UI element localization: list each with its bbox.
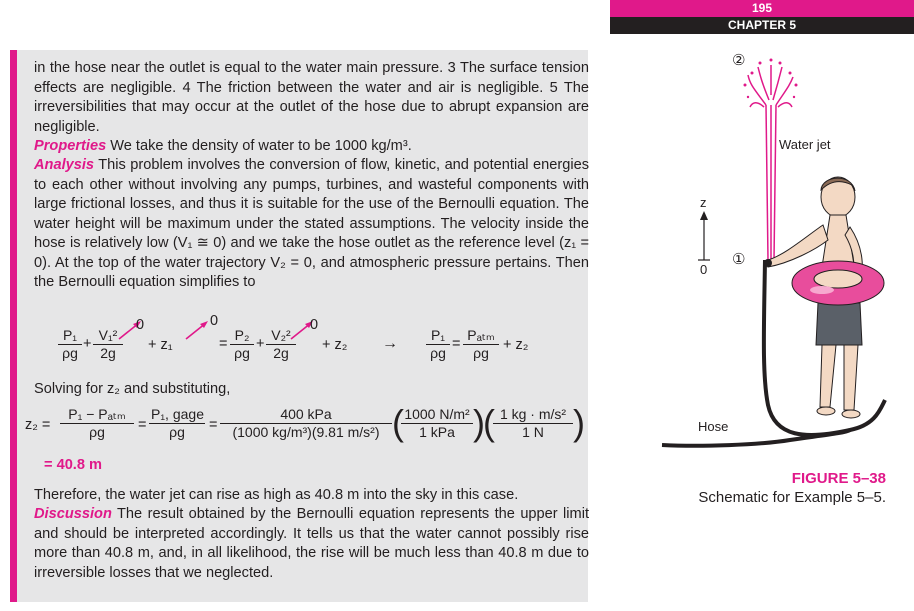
assumptions-paragraph: in the hose near the outlet is equal to the water main pressure. 3 The surface tension effects are negligible. 4 The friction between the water and air is negligible. 5 The irreversibilities that may occur at the outlet of the hose due to abrupt expansion are negligible. xyxy=(34,60,589,135)
eq2-frac-3: 400 kPa (1000 kg/m³)(9.81 m/s²) xyxy=(220,406,392,441)
z-axis-label: z xyxy=(700,195,707,210)
page-header xyxy=(610,0,914,34)
water-spray xyxy=(748,65,793,260)
eq1-equals: = xyxy=(219,336,228,352)
water-jet-label: Water jet xyxy=(779,137,831,152)
properties-label: Properties xyxy=(34,138,107,154)
analysis-label: Analysis xyxy=(34,157,95,173)
discussion-paragraph xyxy=(34,505,589,583)
implies-arrow: → xyxy=(382,335,398,352)
water-jet-illustration xyxy=(640,45,914,465)
properties-paragraph xyxy=(34,137,589,157)
hose-label: Hose xyxy=(698,419,729,434)
point-1-label: ① xyxy=(732,251,746,268)
page-number: 195 xyxy=(610,0,914,17)
eq1-term-p2: $\frac{\text{P₂}}{\rho g}$ xyxy=(230,327,254,362)
eq1-term-z1: + z₁ xyxy=(148,337,173,353)
chapter-label: CHAPTER 5 xyxy=(610,17,914,34)
figure-title: FIGURE 5–38 xyxy=(791,470,886,487)
eq1-zero-1: 0 xyxy=(136,317,145,333)
eq2-frac-1: P₁ − Pₐₜₘ ρg xyxy=(60,406,134,441)
eq1-plus-2: + xyxy=(256,336,265,352)
conclusion-line: Therefore, the water jet can rise as high as 40.8 m into the sky in this case. xyxy=(34,487,519,503)
paren-close-1: ) xyxy=(473,402,485,443)
bernoulli-equation xyxy=(17,315,588,375)
eq1-term-v1: $\frac{\text{V₁²}}{2g}$ xyxy=(93,327,123,362)
analysis-text: This problem involves the conversion of flow, kinetic, and potential energies to each other without involving any pumps, turbines, and wasteful components with large frictional losses, and thus it is suitable for the use of the Bernoulli equation. The water height will be maximum under the stated assumptions. The velocity inside the hose is relatively low (V₁ ≅ 0) and we take the hose outlet as the reference level (z₁ = 0). At the top of the water trajectory V₂ = 0, and atmospheric pressure pertains. Then the Bernoulli equation simplifies to xyxy=(34,157,589,290)
discussion-label: Discussion xyxy=(34,506,112,522)
properties-text: We take the density of water to be 1000 kg/m³. xyxy=(110,138,412,154)
eq1-term-z2: + z₂ xyxy=(322,337,348,353)
eq1-rhs-patm: Pₐₜₘ ρg xyxy=(463,327,499,362)
paren-close-2: ) xyxy=(573,402,585,443)
hose-ground xyxy=(662,430,850,446)
eq1-zero-3: 0 xyxy=(310,317,319,333)
point-2-label: ② xyxy=(732,52,746,69)
hose-nozzle xyxy=(764,259,772,267)
eq1-zero-2: 0 xyxy=(210,313,219,329)
eq1-term-p1: $\frac{\text{P₁}}{\rho g}$ xyxy=(58,327,82,362)
paren-open-1: ( xyxy=(392,402,404,443)
zero-level-label: 0 xyxy=(700,262,708,277)
discussion-text: The result obtained by the Bernoulli equation represents the upper limit and should be interpreted accordingly. It tells us that the water cannot possibly rise more than 40.8 m, and, in all likelihood, the rise will be much less than 40.8 m due to irreversible losses that we neglected. xyxy=(34,506,589,581)
height-equation xyxy=(17,400,588,450)
eq2-equals-1: = xyxy=(138,417,147,433)
eq2-frac-5: $\frac{\text{1 kg · m/s²}}{1 N}$ xyxy=(493,406,573,441)
solving-line: Solving for z₂ and substituting, xyxy=(34,381,231,397)
eq1-equals-2: = xyxy=(452,336,461,352)
eq2-equals-2: = xyxy=(209,417,218,433)
eq1-rhs-p1: $\frac{\text{P₁}}{\rho g}$ xyxy=(426,327,450,362)
paren-open-2: ( xyxy=(483,402,495,443)
result-value: = 40.8 m xyxy=(44,457,103,473)
figure-caption-text: Schematic for Example 5–5. xyxy=(698,489,886,506)
eq2-lhs: z₂ = xyxy=(25,417,51,433)
eq1-term-v2: $\frac{\text{V₂²}}{2g}$ xyxy=(266,327,296,362)
example-text-panel xyxy=(10,50,588,602)
z-axis xyxy=(698,211,710,260)
figure-caption xyxy=(650,470,886,508)
eq1-rhs-z2: + z₂ xyxy=(503,337,529,353)
eq2-frac-4: 1000 N/m² 1 kPa xyxy=(401,406,473,441)
eq2-frac-2: P₁, gage ρg xyxy=(151,406,204,440)
analysis-paragraph xyxy=(34,156,589,293)
eq1-plus-1: + xyxy=(83,336,92,352)
swim-ring xyxy=(792,261,884,305)
